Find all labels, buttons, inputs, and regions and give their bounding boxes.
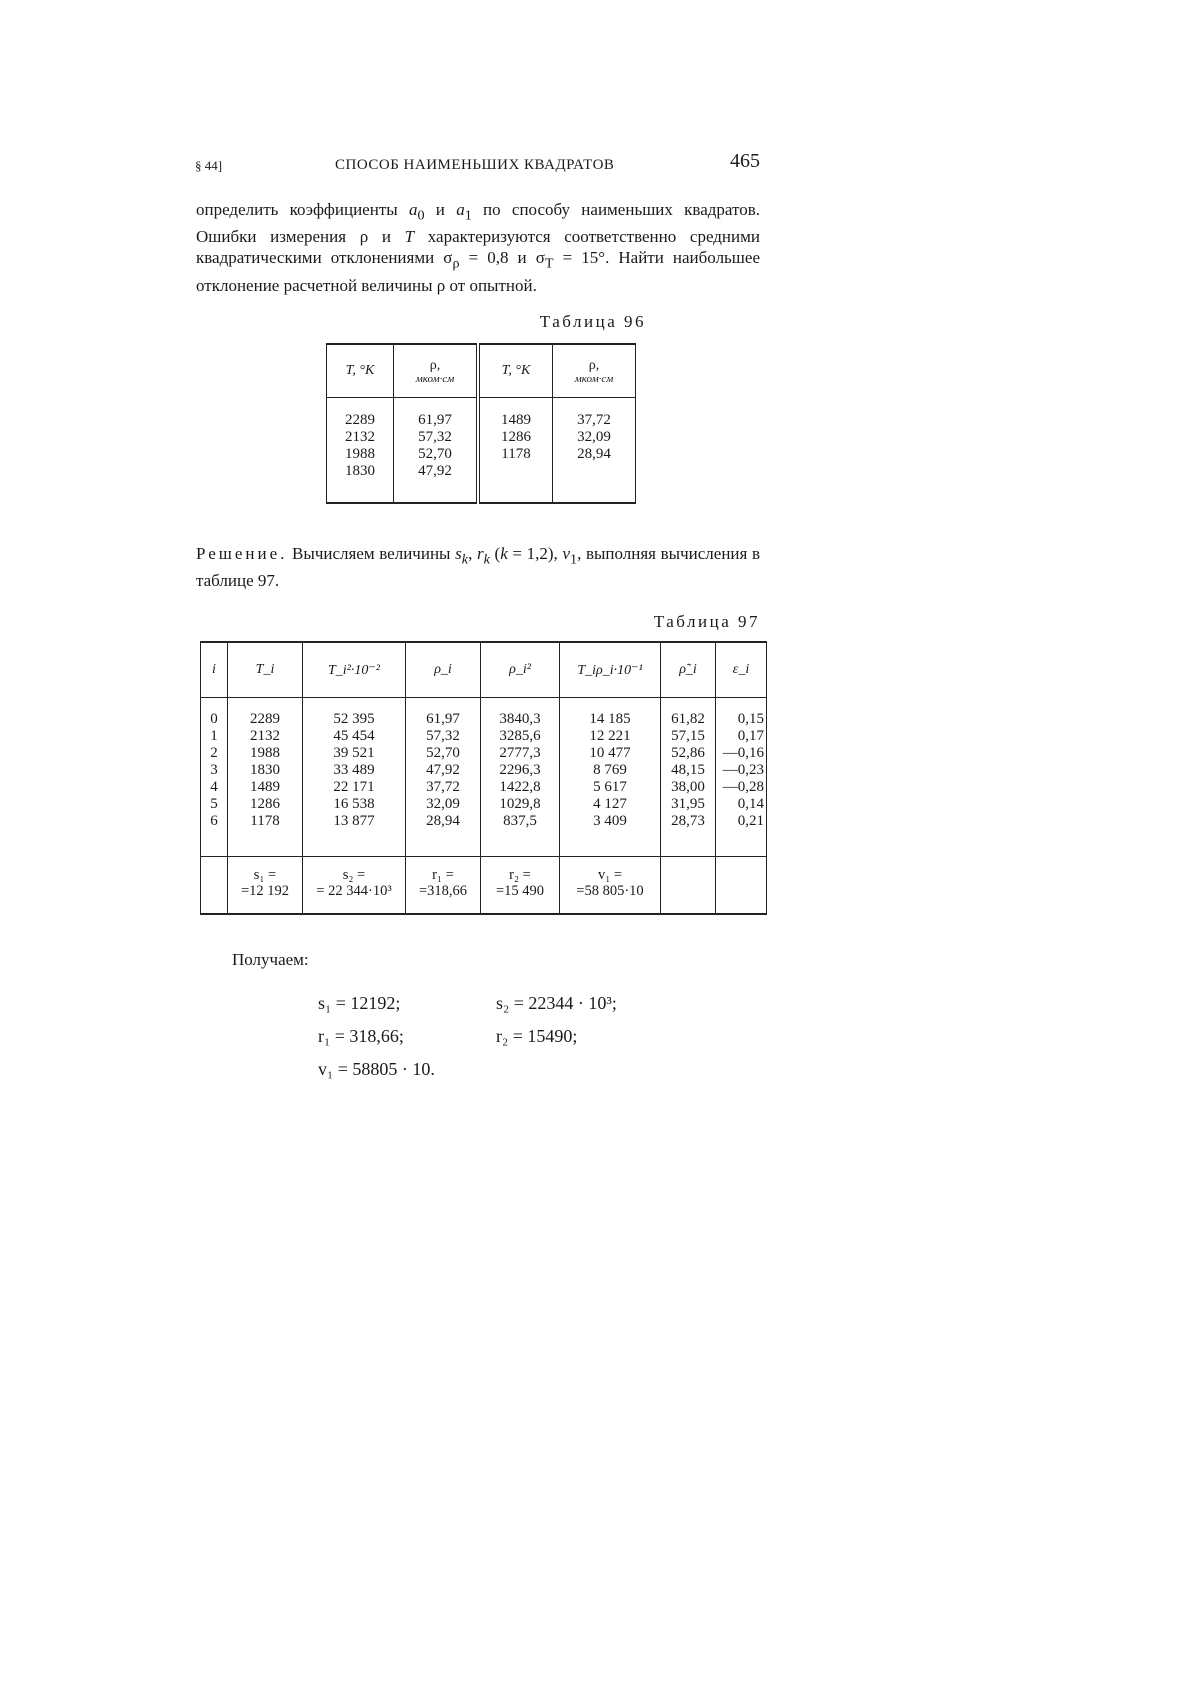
table-cell: 1178 <box>250 813 280 829</box>
sigma-rho-sub: ρ <box>452 255 460 272</box>
sigma-T-sub: T <box>544 255 554 272</box>
t97-header-Trho: T_iρ_i·10⁻¹ <box>560 642 661 698</box>
table-cell: 47,92 <box>426 762 460 778</box>
table-cell: 2132 <box>345 429 375 445</box>
solution-paragraph <box>196 543 760 592</box>
t97-sum-empty <box>201 857 228 915</box>
t97-header-rho: ρ_i <box>406 642 481 698</box>
table-cell: 3 409 <box>593 813 627 829</box>
table-cell: 37,72 <box>426 779 460 795</box>
table-cell: 52 395 <box>333 711 375 727</box>
table-cell: 8 769 <box>593 762 627 778</box>
result-r1: r₁ = 318,66; <box>318 1026 404 1046</box>
table-cell: 52,70 <box>418 446 452 462</box>
table-97-caption: Таблица 97 <box>653 612 760 631</box>
result-label: Получаем: <box>232 950 309 969</box>
intro-text: по способу наименьших квадратов. Ошибки измерения ρ и <box>196 200 760 247</box>
table-cell: 33 489 <box>333 762 375 778</box>
symbol-s: s <box>455 544 462 563</box>
coef-a0-sub: 0 <box>417 207 425 224</box>
t96-unit-1: мком·см <box>415 372 455 385</box>
table-cell: 0 <box>210 711 218 727</box>
table-cell: 28,94 <box>577 446 611 462</box>
coef-a1: a <box>456 200 465 219</box>
table-cell: —0,16 <box>722 745 764 761</box>
result-s1: s₁ = 12192; <box>318 993 401 1013</box>
running-title: СПОСОБ НАИМЕНЬШИХ КВАДРАТОВ <box>335 157 615 173</box>
symbol-k: k <box>500 544 508 563</box>
table-cell: 57,32 <box>418 429 452 445</box>
table-cell: 61,97 <box>418 412 452 428</box>
table-cell: 13 877 <box>333 813 375 829</box>
intro-paragraph <box>196 199 760 296</box>
t97-header-rho2: ρ_i² <box>481 642 560 698</box>
table-cell: 1 <box>210 728 218 744</box>
t97-col-i <box>201 698 228 857</box>
symbol-r: r <box>476 544 484 563</box>
table-cell: 0,14 <box>737 796 764 812</box>
t96-header-rho2: ρ, <box>588 357 600 373</box>
table-cell: 38,00 <box>671 779 705 795</box>
solution-text: Вычисляем величины <box>287 544 456 563</box>
table-cell: 5 <box>210 796 218 812</box>
t96-col-rho1 <box>394 398 479 504</box>
table-cell: 32,09 <box>426 796 460 812</box>
table-cell: 10 477 <box>589 745 631 761</box>
t97-col-rho2 <box>481 698 560 857</box>
table-cell: 28,73 <box>671 813 705 829</box>
t97-sum-s2: s₂ = = 22 344·10³ <box>303 857 406 915</box>
table-cell: 47,92 <box>418 463 452 479</box>
symbol-v-sub: 1 <box>569 551 578 568</box>
page-header <box>195 150 760 180</box>
table-cell: 3285,6 <box>499 728 541 744</box>
table-cell: 1489 <box>501 412 531 428</box>
coef-a1-sub: 1 <box>464 207 472 224</box>
table-cell: 61,97 <box>426 711 460 727</box>
t97-sum-r1: r₁ = =318,66 <box>406 857 481 915</box>
t97-sum-empty <box>661 857 716 915</box>
t96-header-rho1: ρ, <box>429 357 441 373</box>
table-cell: 0,15 <box>737 711 764 727</box>
table-cell: 57,15 <box>671 728 705 744</box>
table-cell: 837,5 <box>503 813 537 829</box>
table-cell: 4 <box>210 779 218 795</box>
intro-text: характеризуются соответственно средними квадратическими отклонениями σ <box>196 227 760 268</box>
t97-header-i: i <box>201 642 228 698</box>
t97-header-rhot: ρ̃_i <box>661 642 716 698</box>
intro-text: = 0,8 и σ <box>459 248 545 268</box>
table-cell: 48,15 <box>671 762 705 778</box>
t96-col-rho2 <box>553 398 636 504</box>
result-r2: r₂ = 15490; <box>496 1026 578 1046</box>
t96-unit-2: мком·см <box>574 372 614 385</box>
result-v1: v₁ = 58805 · 10. <box>318 1059 435 1079</box>
table-cell: 2289 <box>345 412 375 428</box>
t97-header-T2: T_i²·10⁻² <box>303 642 406 698</box>
table-cell: 12 221 <box>589 728 631 744</box>
table-cell: 1422,8 <box>499 779 541 795</box>
table-cell: 37,72 <box>577 412 611 428</box>
t97-col-eps <box>716 698 767 857</box>
table-cell: 4 127 <box>593 796 627 812</box>
section-number: § 44] <box>195 158 223 173</box>
table-cell: 14 185 <box>589 711 631 727</box>
solution-text: , <box>468 544 477 563</box>
table-cell: 1830 <box>250 762 280 778</box>
t97-sum-empty <box>716 857 767 915</box>
table-cell: 1029,8 <box>499 796 541 812</box>
table-cell: 2 <box>210 745 218 761</box>
table-cell: 28,94 <box>426 813 460 829</box>
t97-sum-v1: v₁ = =58 805·10 <box>560 857 661 915</box>
table-cell: 1988 <box>345 446 375 462</box>
t96-col-T2 <box>478 398 553 504</box>
intro-text: определить коэффициенты <box>196 200 409 219</box>
result-s2: s₂ = 22344 · 10³; <box>496 993 617 1013</box>
table-cell: 2296,3 <box>499 762 541 778</box>
table-cell: 57,32 <box>426 728 460 744</box>
table-cell: 0,17 <box>737 728 764 744</box>
table-96 <box>326 343 636 504</box>
intro-text: и <box>424 200 457 219</box>
table-cell: 3840,3 <box>499 711 541 727</box>
t96-col-T1 <box>327 398 394 504</box>
t97-sum-s1: s₁ = =12 192 <box>228 857 303 915</box>
symbol-k-sub: k <box>483 551 490 568</box>
solution-text: ( <box>489 544 501 563</box>
table-cell: 1286 <box>501 429 531 445</box>
solution-word: Решение. <box>196 544 288 563</box>
intro-text: = 15°. Найти наибольшее отклонение расчетной величины ρ от опытной. <box>196 248 760 295</box>
page-number: 465 <box>730 150 760 172</box>
t96-header-T2: T, °K <box>501 363 531 378</box>
t97-col-rhot <box>661 698 716 857</box>
table-cell: 22 171 <box>333 779 375 795</box>
table-96-caption: Таблица 96 <box>539 312 646 331</box>
symbol-T: T <box>404 227 415 247</box>
table-cell: 16 538 <box>333 796 375 812</box>
symbol-v: v <box>562 544 570 563</box>
t97-header-T: T_i <box>228 642 303 698</box>
table-cell: 3 <box>210 762 218 778</box>
t97-col-rho <box>406 698 481 857</box>
table-cell: 39 521 <box>333 745 375 761</box>
table-cell: 45 454 <box>333 728 375 744</box>
table-cell: 2777,3 <box>499 745 541 761</box>
table-cell: 2132 <box>250 728 280 744</box>
t97-sum-r2: r₂ = =15 490 <box>481 857 560 915</box>
solution-text: = 1,2), <box>507 544 563 563</box>
coef-a0: a <box>408 200 418 219</box>
t97-col-T2 <box>303 698 406 857</box>
table-97 <box>200 641 767 915</box>
t97-col-Trho <box>560 698 661 857</box>
symbol-k-sub: k <box>461 551 469 568</box>
t97-header-eps: ε_i <box>716 642 767 698</box>
table-cell: 5 617 <box>593 779 627 795</box>
table-cell: 32,09 <box>577 429 611 445</box>
table-cell: 61,82 <box>671 711 705 727</box>
table-cell: 1988 <box>250 745 280 761</box>
table-cell: 52,86 <box>671 745 705 761</box>
table-cell: 31,95 <box>671 796 705 812</box>
table-cell: 2289 <box>250 711 280 727</box>
t97-col-T <box>228 698 303 857</box>
solution-text: , выполняя вычисления в таблице 97. <box>196 544 761 591</box>
table-cell: 0,21 <box>737 813 764 829</box>
table-cell: 52,70 <box>426 745 460 761</box>
table-cell: —0,23 <box>722 762 764 778</box>
t96-header-T1: T, °K <box>345 363 375 378</box>
table-cell: 1286 <box>250 796 280 812</box>
table-cell: —0,28 <box>722 779 764 795</box>
table-cell: 1830 <box>345 463 375 479</box>
table-cell: 1489 <box>250 779 280 795</box>
table-cell: 6 <box>210 813 218 829</box>
table-cell: 1178 <box>501 446 531 462</box>
